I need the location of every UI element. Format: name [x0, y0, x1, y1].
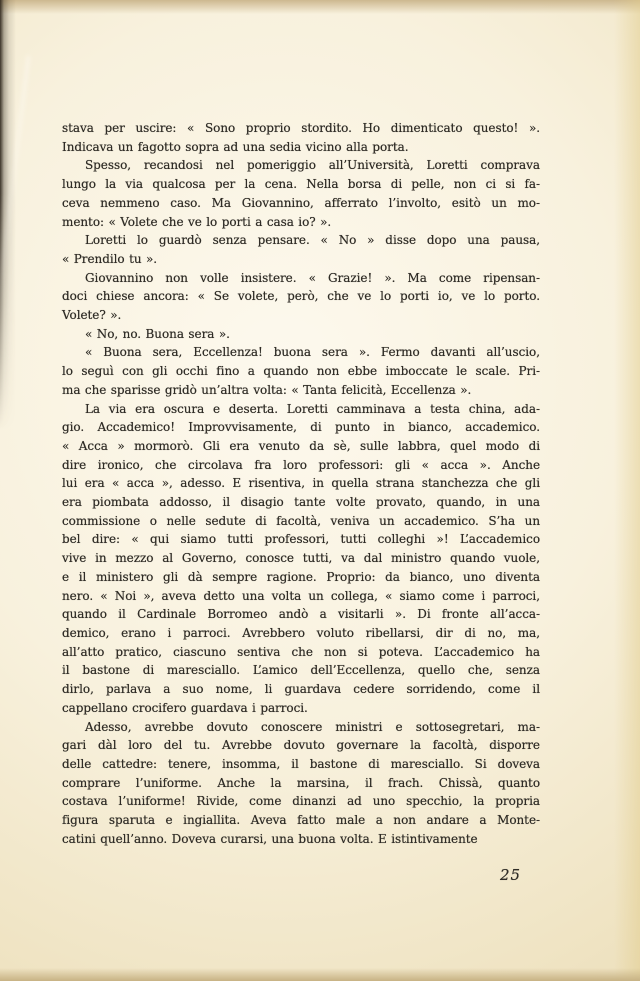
- text-line: delle cattedre: tenere, insomma, il bastone di maresciallo. Si doveva: [62, 756, 540, 771]
- text-line: all’atto pratico, ciascuno sentiva che non si poteva. L’accademico ha: [62, 644, 540, 659]
- text-line: figura sparuta e ingiallita. Aveva fatto male a non andare a Monte-: [62, 813, 540, 828]
- text-line: bel dire: « qui siamo tutti professori, tutti colleghi »! L’accademico: [62, 532, 540, 547]
- scan-top-edge-shadow: [0, 0, 640, 14]
- text-line: quando il Cardinale Borromeo andò a visitarli ». Di fronte all’acca-: [62, 607, 540, 622]
- text-line: mento: « Volete che ve lo porti a casa io? ».: [62, 214, 332, 229]
- text-line: comprare l’uniforme. Anche la marsina, il frach. Chissà, quanto: [62, 775, 540, 790]
- text-line: il bastone di maresciallo. L’amico dell’Eccellenza, quello che, senza: [62, 663, 540, 678]
- paragraph: [62, 156, 540, 231]
- text-line: catini quell’anno. Doveva curarsi, una buona volta. E istintivamente: [62, 831, 478, 846]
- page-number: 25: [500, 866, 522, 884]
- scan-bottom-edge-shadow: [0, 968, 640, 981]
- text-line: vive in mezzo al Governo, conosce tutti, va dal ministro quando vuole,: [62, 551, 540, 566]
- text-line: gio. Accademico! Improvvisamente, di punto in bianco, accademico.: [62, 420, 540, 435]
- paragraph: [62, 269, 540, 325]
- text-line: lui era « acca », adesso. E risentiva, in quella strana stanchezza che gli: [62, 476, 540, 491]
- text-line: « Prendilo tu ».: [62, 251, 158, 266]
- text-line: costava l’uniforme! Rivide, come dinanzi ad uno specchio, la propria: [62, 794, 540, 809]
- text-line: ceva nemmeno caso. Ma Giovannino, afferrato l’involto, esitò un mo-: [62, 195, 540, 210]
- text-line: Loretti lo guardò senza pensare. « No » disse dopo una pausa,: [85, 233, 540, 248]
- paragraph: [62, 231, 540, 268]
- paper-crease: [0, 56, 30, 334]
- text-line: « No, no. Buona sera ».: [85, 326, 230, 341]
- paragraph: [62, 718, 540, 849]
- text-line: era piombata addosso, il disagio tante volte provato, quando, in una: [62, 495, 540, 510]
- text-line: lungo la via qualcosa per la cena. Nella borsa di pelle, non ci si fa-: [62, 177, 540, 192]
- text-line: cappellano crocifero guardava i parroci.: [62, 700, 308, 715]
- text-line: e il ministero gli dà sempre ragione. Proprio: da bianco, uno diventa: [62, 569, 540, 584]
- paragraph: [62, 343, 540, 399]
- text-line: gari dàl loro del tu. Avrebbe dovuto governare la facoltà, disporre: [62, 738, 540, 753]
- text-line: nero. « Noi », aveva detto una volta un collega, « siamo come i parroci,: [62, 588, 540, 603]
- book-gutter-shadow: [0, 0, 18, 430]
- text-line: ma che sparisse gridò un’altra volta: « Tanta felicità, Eccellenza ».: [62, 382, 472, 397]
- text-line: La via era oscura e deserta. Loretti camminava a testa china, ada-: [85, 401, 540, 416]
- text-line: commissione o nelle sedute di facoltà, veniva un accademico. S’ha un: [62, 513, 540, 528]
- text-line: demico, erano i parroci. Avrebbero voluto ribellarsi, dir di no, ma,: [62, 625, 540, 640]
- text-line: stava per uscire: « Sono proprio stordito. Ho dimenticato questo! ».: [62, 121, 540, 135]
- text-line: dirlo, parlava a suo nome, li guardava cedere sorridendo, come il: [62, 682, 540, 697]
- text-line: Adesso, avrebbe dovuto conoscere ministri e sottosegretari, ma-: [85, 719, 540, 734]
- text-line: dire ironico, che circolava fra loro professori: gli « acca ». Anche: [62, 457, 540, 472]
- paragraph: [62, 119, 540, 156]
- text-line: Indicava un fagotto sopra ad una sedia vicino alla porta.: [62, 139, 409, 154]
- text-line: Spesso, recandosi nel pomeriggio all’Università, Loretti comprava: [85, 158, 540, 173]
- text-line: « Acca » mormorò. Gli era venuto da sè, sulle labbra, quel modo di: [62, 438, 540, 453]
- page-text: [62, 119, 540, 848]
- paragraph: [62, 400, 540, 718]
- text-line: Volete? ».: [62, 308, 122, 323]
- text-line: doci chiese ancora: « Se volete, però, che ve lo porti io, ve lo porto.: [62, 289, 540, 304]
- text-line: « Buona sera, Eccellenza! buona sera ». Fermo davanti all’uscio,: [85, 345, 540, 360]
- paragraph: [62, 325, 540, 344]
- text-line: Giovannino non volle insistere. « Grazie! ». Ma come ripensan-: [85, 270, 540, 285]
- scan-right-edge-shadow: [614, 0, 640, 981]
- text-line: lo seguì con gli occhi fino a quando non ebbe imboccate le scale. Pri-: [62, 364, 540, 379]
